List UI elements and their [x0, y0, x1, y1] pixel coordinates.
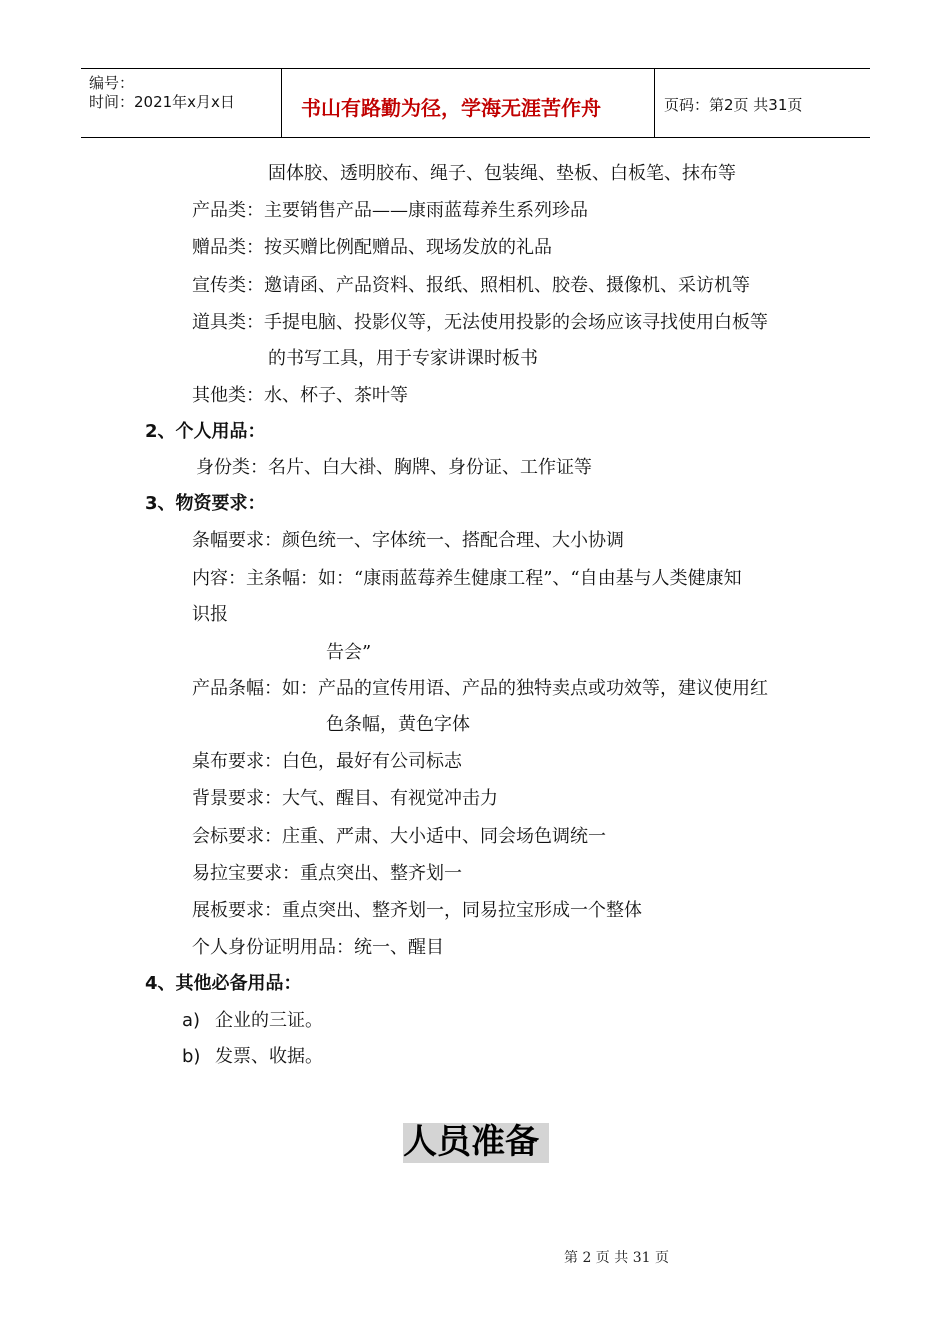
paragraph-tablecloth: 桌布要求：白色，最好有公司标志: [192, 751, 462, 772]
paragraph-identity: 身份类：名片、白大褂、胸牌、身份证、工作证等: [196, 457, 592, 478]
paragraph-props-cont: 的书写工具，用于专家讲课时板书: [268, 348, 538, 369]
section-heading-other: 4、其他必备用品：: [145, 973, 302, 994]
paragraph-content: 内容：主条幅：如：“康雨蓝莓养生健康工程”、“自由基与人类健康知: [192, 568, 742, 589]
paragraph-rollup: 易拉宝要求：重点突出、整齐划一: [192, 863, 462, 884]
section-heading-personal: 2、个人用品：: [145, 421, 266, 442]
header-page-label: 页码：第2页 共31页: [664, 96, 803, 114]
list-item-b: 发票、收据。: [215, 1046, 323, 1067]
list-marker-b: b): [182, 1046, 201, 1067]
footer-page-number: 第 2 页 共 31 页: [564, 1250, 669, 1266]
list-item-a: 企业的三证。: [215, 1010, 323, 1031]
header-divider: [281, 69, 282, 137]
paragraph-others: 其他类：水、杯子、茶叶等: [192, 385, 408, 406]
paragraph-products: 产品类：主要销售产品——康雨蓝莓养生系列珍品: [192, 200, 588, 221]
paragraph-product-banner: 产品条幅：如：产品的宣传用语、产品的独特卖点或功效等，建议使用红: [192, 678, 768, 699]
header-number-label: 编号：: [89, 74, 135, 92]
paragraph-line: 固体胶、透明胶布、绳子、包装绳、垫板、白板笔、抹布等: [268, 163, 736, 184]
header-motto: 书山有路勤为径，学海无涯苦作舟: [301, 96, 601, 120]
header-divider: [654, 69, 655, 137]
paragraph-logo: 会标要求：庄重、严肃、大小适中、同会场色调统一: [192, 826, 606, 847]
section-title: 人员准备: [403, 1122, 539, 1162]
paragraph-personal-id: 个人身份证明用品：统一、醒目: [192, 937, 444, 958]
paragraph-promo: 宣传类：邀请函、产品资料、报纸、照相机、胶卷、摄像机、采访机等: [192, 275, 750, 296]
paragraph-content-end: 告会”: [326, 642, 372, 663]
paragraph-background: 背景要求：大气、醒目、有视觉冲击力: [192, 788, 498, 809]
paragraph-product-banner-cont: 色条幅，黄色字体: [326, 714, 470, 735]
paragraph-banner: 条幅要求：颜色统一、字体统一、搭配合理、大小协调: [192, 530, 624, 551]
paragraph-props: 道具类：手提电脑、投影仪等，无法使用投影的会场应该寻找使用白板等: [192, 312, 768, 333]
paragraph-content-cont: 识报: [192, 604, 228, 625]
paragraph-gifts: 赠品类：按买赠比例配赠品、现场发放的礼品: [192, 237, 552, 258]
section-heading-requirements: 3、物资要求：: [145, 493, 266, 514]
list-marker-a: a): [182, 1010, 201, 1031]
paragraph-display-board: 展板要求：重点突出、整齐划一，同易拉宝形成一个整体: [192, 900, 642, 921]
header-time-label: 时间：2021年x月x日: [89, 93, 235, 111]
